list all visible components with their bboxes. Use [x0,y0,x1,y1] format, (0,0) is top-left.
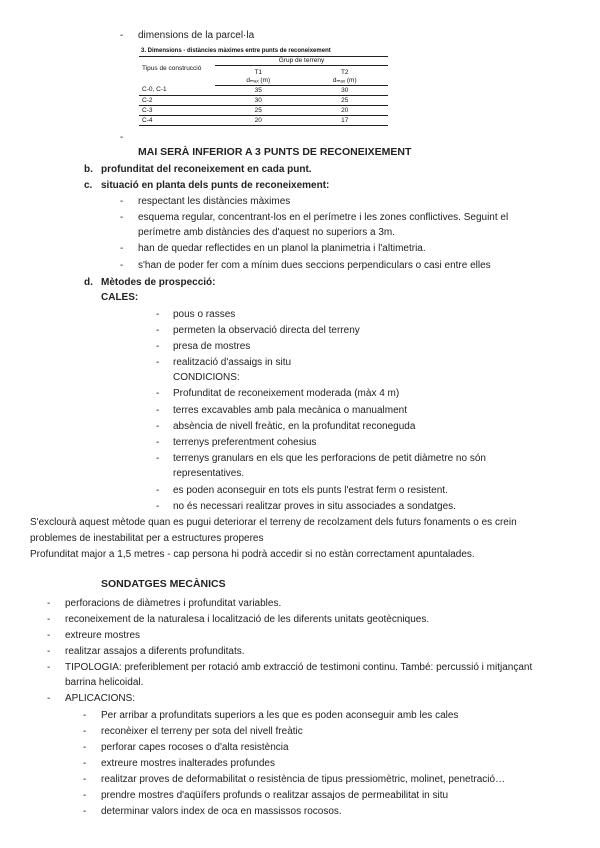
list-item: permeten la observació directa del terreny [173,325,360,336]
bullet-dash: - [47,614,51,625]
cell-t1: 35 [215,86,301,96]
note-paragraph-continuation: problemes de inestabilitat per a estructures properes [30,533,264,544]
bullet-dash: - [156,309,160,320]
list-item: realitzar assajos a diferents profunditats. [65,646,245,657]
list-item: reconèixer el terreny per sota del nivell freàtic [101,726,303,737]
cell-t2: 17 [301,116,388,126]
bullet-dash: - [83,758,87,769]
bullet-dash: - [156,501,160,512]
bullet-dash: - [156,405,160,416]
col-unit-t2: dₘₐₓ (m) [301,77,388,86]
table-row [139,106,388,116]
list-item-continuation: barrina helicoidal. [65,677,144,688]
list-item: extreure mostres [65,630,141,641]
list-item: absència de nivell freàtic, en la profunditat reconeguda [173,421,416,432]
section-letter: b. [84,164,93,175]
cell-t1: 20 [215,116,301,126]
bullet-dash: - [83,774,87,785]
section-letter: d. [84,277,93,288]
list-item: Profunditat de reconeixement moderada (màx 4 m) [173,388,400,399]
bullet-dash: - [120,132,124,143]
list-item: terrenys granulars en els que les perforacions de petit diàmetre no són [173,453,486,464]
list-item: terres excavables amb pala mecànica o manualment [173,405,408,416]
list-item: respectant les distàncies màximes [138,196,291,207]
bullet-dash: - [83,790,87,801]
col-header-type: Tipus de construcció [142,65,202,72]
col-header-t2: T2 [340,69,349,76]
list-item: reconeixement de la naturalesa i localització de les diferents unitats geotècniques. [65,614,430,625]
list-item: realització d'assaigs in situ [173,357,292,368]
bullet-dash: - [120,260,124,271]
list-item: perforacions de diàmetres i profunditat variables. [65,598,282,609]
cell-type: C-0, C-1 [139,86,215,96]
cell-t2: 25 [301,96,388,106]
note-paragraph: Profunditat major a 1,5 metres - cap persona hi podrà accedir si no estàn correctament apuntalades. [30,549,475,560]
section-letter: c. [84,180,93,191]
bullet-dash: - [83,726,87,737]
list-item: Per arribar a profunditats superiors a les que es poden aconseguir amb les cales [101,710,459,721]
cell-t2: 20 [301,106,388,116]
bullet-dash: - [47,662,51,673]
list-item: TIPOLOGIA: preferiblement per rotació amb extracció de testimoni continu. També: percussió i mitjançant [65,662,533,673]
table-row [139,96,388,106]
cell-type: C-2 [139,96,215,106]
bullet-dash: - [156,421,160,432]
cell-t1: 25 [215,106,301,116]
list-item: perforar capes rocoses o d'alta resistència [101,742,289,753]
cell-type: C-3 [139,106,215,116]
list-item: presa de mostres [173,341,251,352]
list-item: es poden aconseguir en tots els punts l'estrat ferm o resistent. [173,485,448,496]
col-header-t1: T1 [254,69,263,76]
list-item: extreure mostres inalterades profundes [101,758,275,769]
list-item: terrenys preferentment cohesius [173,437,317,448]
table-row [139,86,388,96]
list-item: han de quedar reflectides en un planol la planimetria i l'altimetria. [138,243,426,254]
col-unit-t1: dₘₐₓ (m) [215,77,301,86]
list-item: pous o rasses [173,309,236,320]
bullet-dash: - [47,630,51,641]
bullet-dash: - [83,742,87,753]
list-item: esquema regular, concentrant-los en el perímetre i les zones conflictives. Seguint el [138,212,509,223]
bullet-dash: - [120,243,124,254]
bullet-dash: - [47,693,51,704]
cales-heading: CALES: [101,292,139,303]
bullet-dash: - [120,196,124,207]
section-d-title: Mètodes de prospecció: [101,277,216,288]
bullet-dash: - [47,646,51,657]
table-caption: 3. Dimensions - distàncies màximes entre punts de reconeixement [139,46,388,57]
bullet-dash: - [120,30,124,41]
note-paragraph: S'exclourà aquest mètode quan es pugui deteriorar el terreny de recolzament dels futurs fonaments o es crein [30,517,517,528]
group-header: Grup de terreny [215,57,388,66]
bullet-dash: - [156,388,160,399]
bullet-dash: - [156,357,160,368]
bullet-dash: - [156,437,160,448]
bullet-dash: - [156,453,160,464]
list-item: dimensions de la parcel·la [138,30,255,41]
bullet-dash: - [120,212,124,223]
list-item: realitzar proves de deformabilitat o resistència de tipus pressiomètric, molinet, penetració… [101,774,506,785]
list-item-continuation: perímetre amb distàncies des d'aquest no superiors a 3m. [138,227,396,238]
cell-t1: 30 [215,96,301,106]
list-item: APLICACIONS: [65,693,136,704]
bullet-dash: - [83,806,87,817]
table-row [139,116,388,126]
list-item-continuation: representatives. [173,468,245,479]
list-item: s'han de poder fer com a mínim dues seccions perpendiculars o casi entre elles [138,260,491,271]
list-item: determinar valors index de oca en massissos rocosos. [101,806,342,817]
bullet-dash: - [156,325,160,336]
warning-heading: MAI SERÀ INFERIOR A 3 PUNTS DE RECONEIXEMENT [138,146,412,158]
bullet-dash: - [156,485,160,496]
list-item: prendre mostres d'aqüífers profunds o realitzar assajos de permeabilitat in situ [101,790,449,801]
cell-type: C-4 [139,116,215,126]
bullet-dash: - [156,341,160,352]
section-c-title: situació en planta dels punts de reconeixement: [101,180,330,191]
cell-t2: 30 [301,86,388,96]
section-b-title: profunditat del reconeixement en cada punt. [101,164,312,175]
dimensions-table [139,46,388,126]
list-item: no és necessari realitzar proves in situ associades a sondatges. [173,501,456,512]
bullet-dash: - [47,598,51,609]
condicions-label: CONDICIONS: [173,372,240,383]
sondatges-heading: SONDATGES MECÀNICS [101,578,226,590]
bullet-dash: - [83,710,87,721]
